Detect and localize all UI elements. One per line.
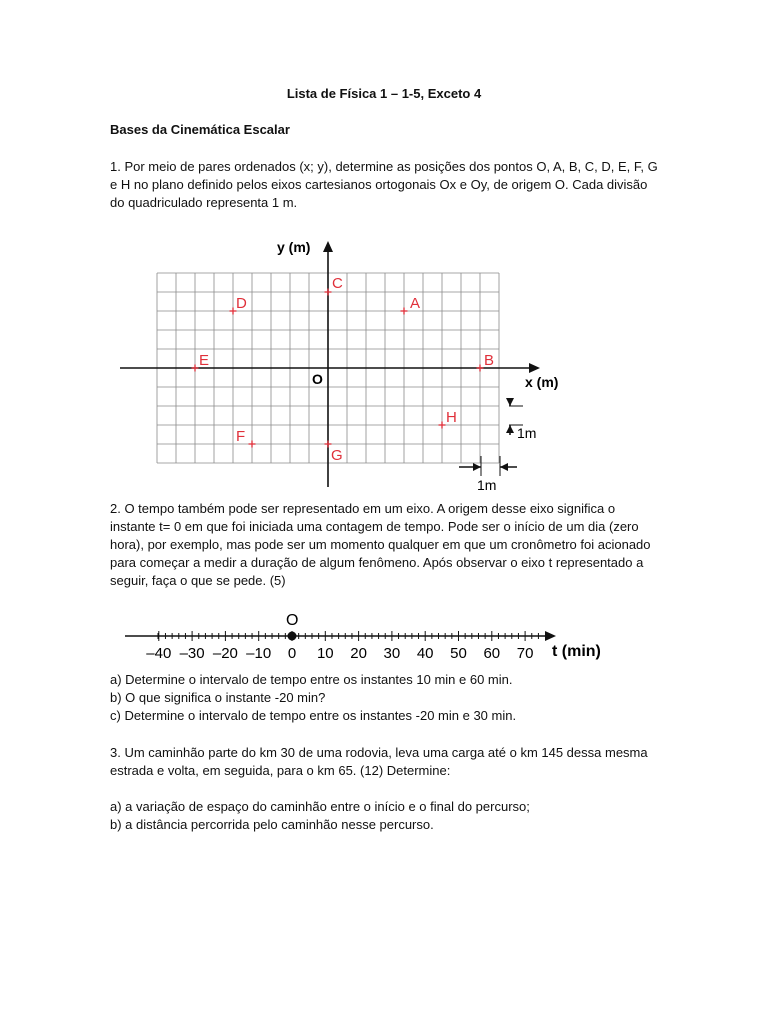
- point-label-d: D: [236, 295, 247, 312]
- time-axis-arrow-icon: [545, 631, 556, 641]
- y-axis-label: y (m): [277, 239, 311, 255]
- time-tick-label: 10: [316, 645, 334, 662]
- scale-vertical-label: 1m: [517, 425, 537, 441]
- y-axis-arrow-icon: [323, 241, 333, 252]
- time-tick-label: 30: [383, 645, 401, 662]
- cartesian-plane-figure: [115, 232, 559, 494]
- points-group: [192, 275, 495, 464]
- scale-horizontal-label: 1m: [477, 477, 497, 493]
- time-tick-label: 20: [350, 645, 367, 662]
- point-label-h: H: [446, 409, 457, 426]
- section-title: Bases da Cinemática Escalar: [110, 122, 290, 137]
- time-tick-label: –10: [246, 645, 272, 662]
- x-axis-arrow-icon: [529, 363, 540, 373]
- page-title: Lista de Física 1 – 1-5, Exceto 4: [286, 86, 482, 101]
- time-tick-label: –30: [179, 645, 205, 662]
- point-label-c: C: [332, 275, 343, 292]
- question-3a: a) a variação de espaço do caminhão entre o início e o final do percurso;: [110, 799, 530, 814]
- time-origin-dot: [288, 632, 297, 641]
- time-unit-label: t (min): [552, 643, 601, 660]
- time-tick-label: 0: [287, 645, 297, 662]
- question-1-text: 1. Por meio de pares ordenados (x; y), determine as posições dos pontos O, A, B, C, D, E, F, G e H no plano definido pelos eixos cartesianos ortogonais Ox e Oy, de origem O. Cada divisão do quadriculado representa 1 m.: [110, 159, 658, 210]
- point-e: [192, 352, 210, 372]
- point-d: [230, 295, 248, 315]
- question-3-text: 3. Um caminhão parte do km 30 de uma rodovia, leva uma carga até o km 145 dessa mesma estrada e volta, em seguida, para o km 65. (12) Determine:: [110, 745, 648, 778]
- question-2-text: 2. O tempo também pode ser representado em um eixo. A origem desse eixo significa o instante t= 0 em que foi iniciada uma contagem de tempo. Pode ser o início de um dia (zero hora), por exemplo, mas pode ser um momento qualquer em que um cronômetro foi acionado para começar a medir a duração de algum fenômeno. Após observar o eixo t representado a seguir, faça o que se pede. (5): [110, 501, 651, 588]
- time-tick-label: 40: [416, 645, 434, 662]
- time-axis-figure: [118, 607, 608, 665]
- point-label-b: B: [484, 352, 495, 369]
- time-tick-label: 70: [516, 645, 534, 662]
- point-label-e: E: [199, 352, 210, 369]
- x-axis-label: x (m): [525, 374, 559, 390]
- point-label-a: A: [410, 295, 421, 312]
- point-label-g: G: [331, 447, 343, 464]
- point-b: [477, 352, 495, 372]
- time-tick-label: –20: [212, 645, 238, 662]
- question-3b: b) a distância percorrida pelo caminhão nesse percurso.: [110, 817, 434, 832]
- point-a: [401, 295, 421, 315]
- time-tick-label: 50: [450, 645, 467, 662]
- point-label-f: F: [236, 428, 246, 445]
- question-2a: a) Determine o intervalo de tempo entre os instantes 10 min e 60 min.: [110, 672, 513, 687]
- question-2b: b) O que significa o instante -20 min?: [110, 690, 326, 705]
- question-2c: c) Determine o intervalo de tempo entre os instantes -20 min e 30 min.: [110, 708, 517, 723]
- time-tick-label: 60: [483, 645, 501, 662]
- origin-label: O: [312, 371, 323, 387]
- point-f: [236, 428, 256, 448]
- time-origin-label: O: [286, 612, 299, 629]
- time-tick-label: –40: [146, 645, 172, 662]
- point-h: [439, 409, 457, 429]
